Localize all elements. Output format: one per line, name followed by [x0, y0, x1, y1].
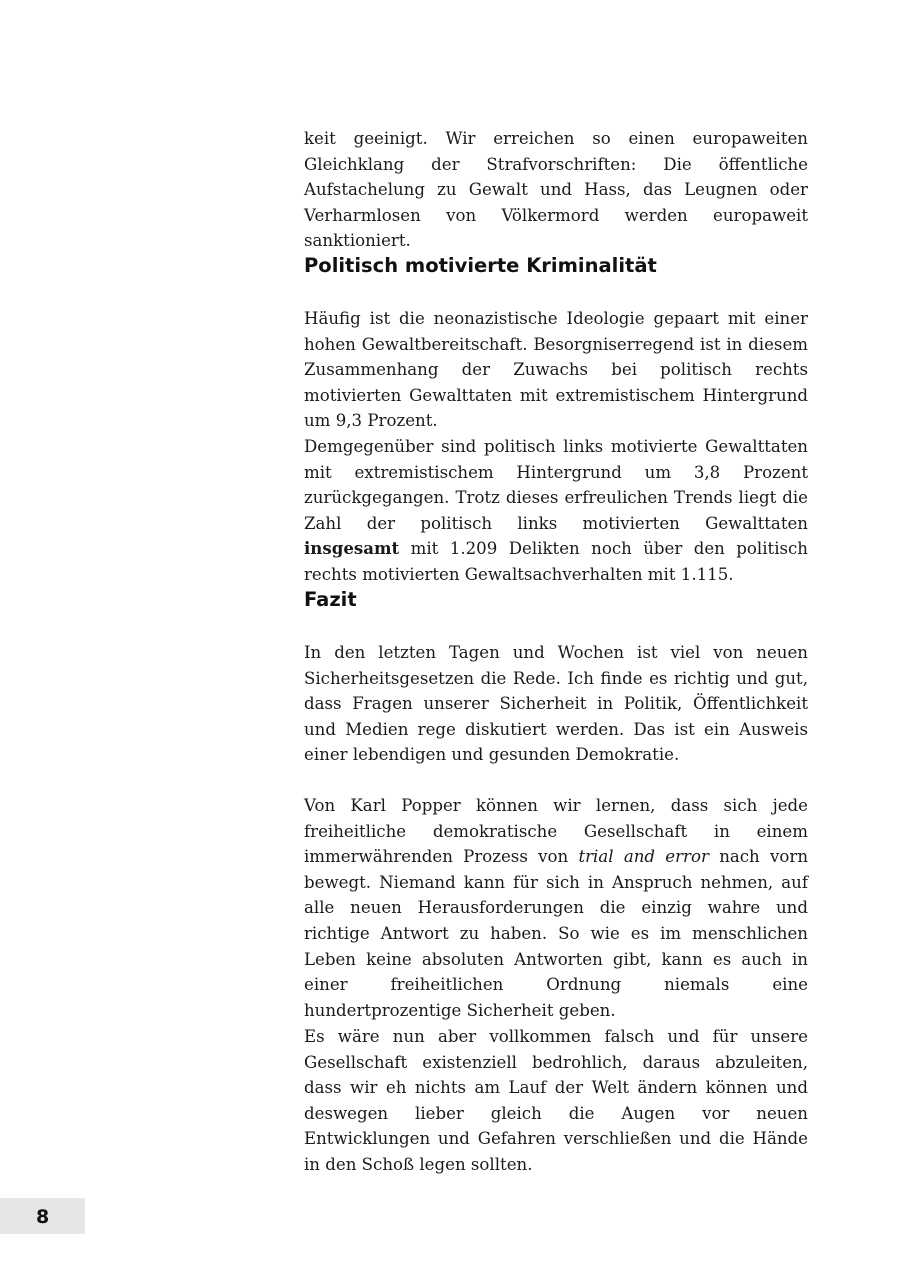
paragraph-text: nach vorn bewegt. Niemand kann für sich in Anspruch nehmen, auf alle neuen Herausforderungen die einzig wahre und richtige Antwort zu haben. So wie es im menschlichen Leben keine absoluten Antworten gibt, kann es auch in einer freiheitlichen Ordnung niemals eine hundertprozentige Sicherheit geben.: [304, 847, 809, 1020]
body-paragraph: [304, 126, 808, 254]
page-number: 8: [36, 1206, 50, 1228]
paragraph-karl-popper: [304, 793, 808, 1023]
section-heading: [304, 587, 808, 613]
section-heading: [304, 253, 808, 279]
body-paragraph: [304, 306, 808, 434]
bold-emphasis: insgesamt: [304, 538, 400, 559]
paragraph-continuation: keit geeinigt. Wir erreichen so einen europaweiten Gleichklang der Strafvorschriften: Die öffentliche Aufstachelung zu Gewalt und Hass, das Leugnen oder Verharmlosen von Völkermord werden europaweit sanktioniert.: [304, 129, 808, 251]
paragraph-sicherheitsgesetze: In den letzten Tagen und Wochen ist viel von neuen Sicherheitsgesetzen die Rede. Ich finde es richtig und gut, dass Fragen unserer Sicherheit in Politik, Öffentlichkeit und Medien rege diskutiert werden. Das ist ein Ausweis einer lebendigen und gesunden Demokratie.: [304, 643, 808, 765]
paragraph-text: Von Karl Popper können wir lernen, dass sich jede freiheitliche demokratische Gesellschaft in einem immerwährenden Prozess von: [304, 796, 808, 867]
heading-fazit: Fazit: [304, 588, 357, 611]
body-paragraph: [304, 434, 808, 588]
italic-emphasis: trial and error: [578, 847, 709, 867]
paragraph-gewaltbereitschaft: Häufig ist die neonazistische Ideologie gepaart mit einer hohen Gewaltbereitschaft. Besorgniserregend ist in diesem Zusammenhang der Zuwachs bei politisch rechts motivierten Gewalttaten mit extremistischem Hintergrund um 9,3 Prozent.: [304, 309, 808, 431]
paragraph-schlussfolgerung: Es wäre nun aber vollkommen falsch und für unsere Gesellschaft existenziell bedrohlich, daraus abzuleiten, dass wir eh nichts am Lauf der Welt ändern können und deswegen lieber gleich die Augen vor neuen Entwicklungen und Gefahren verschließen und die Hände in den Schoß legen sollten.: [304, 1027, 808, 1174]
body-paragraph: [304, 793, 808, 1023]
body-paragraph: [304, 1024, 808, 1178]
paragraph-links-motiviert: [304, 434, 808, 588]
paragraph-text: mit 1.209 Delikten noch über den politisch rechts motivierten Gewaltsachverhalten mit 1.115.: [304, 539, 808, 584]
body-paragraph: [304, 640, 808, 768]
paragraph-text: Demgegenüber sind politisch links motivierte Gewalttaten mit extremistischem Hintergrund um 3,8 Prozent zurückgegangen. Trotz dieses erfreulichen Trends liegt die Zahl der politisch links motivierten Gewalttaten: [304, 437, 808, 533]
heading-politisch-motivierte-kriminalitaet: Politisch motivierte Kriminalität: [304, 254, 657, 277]
